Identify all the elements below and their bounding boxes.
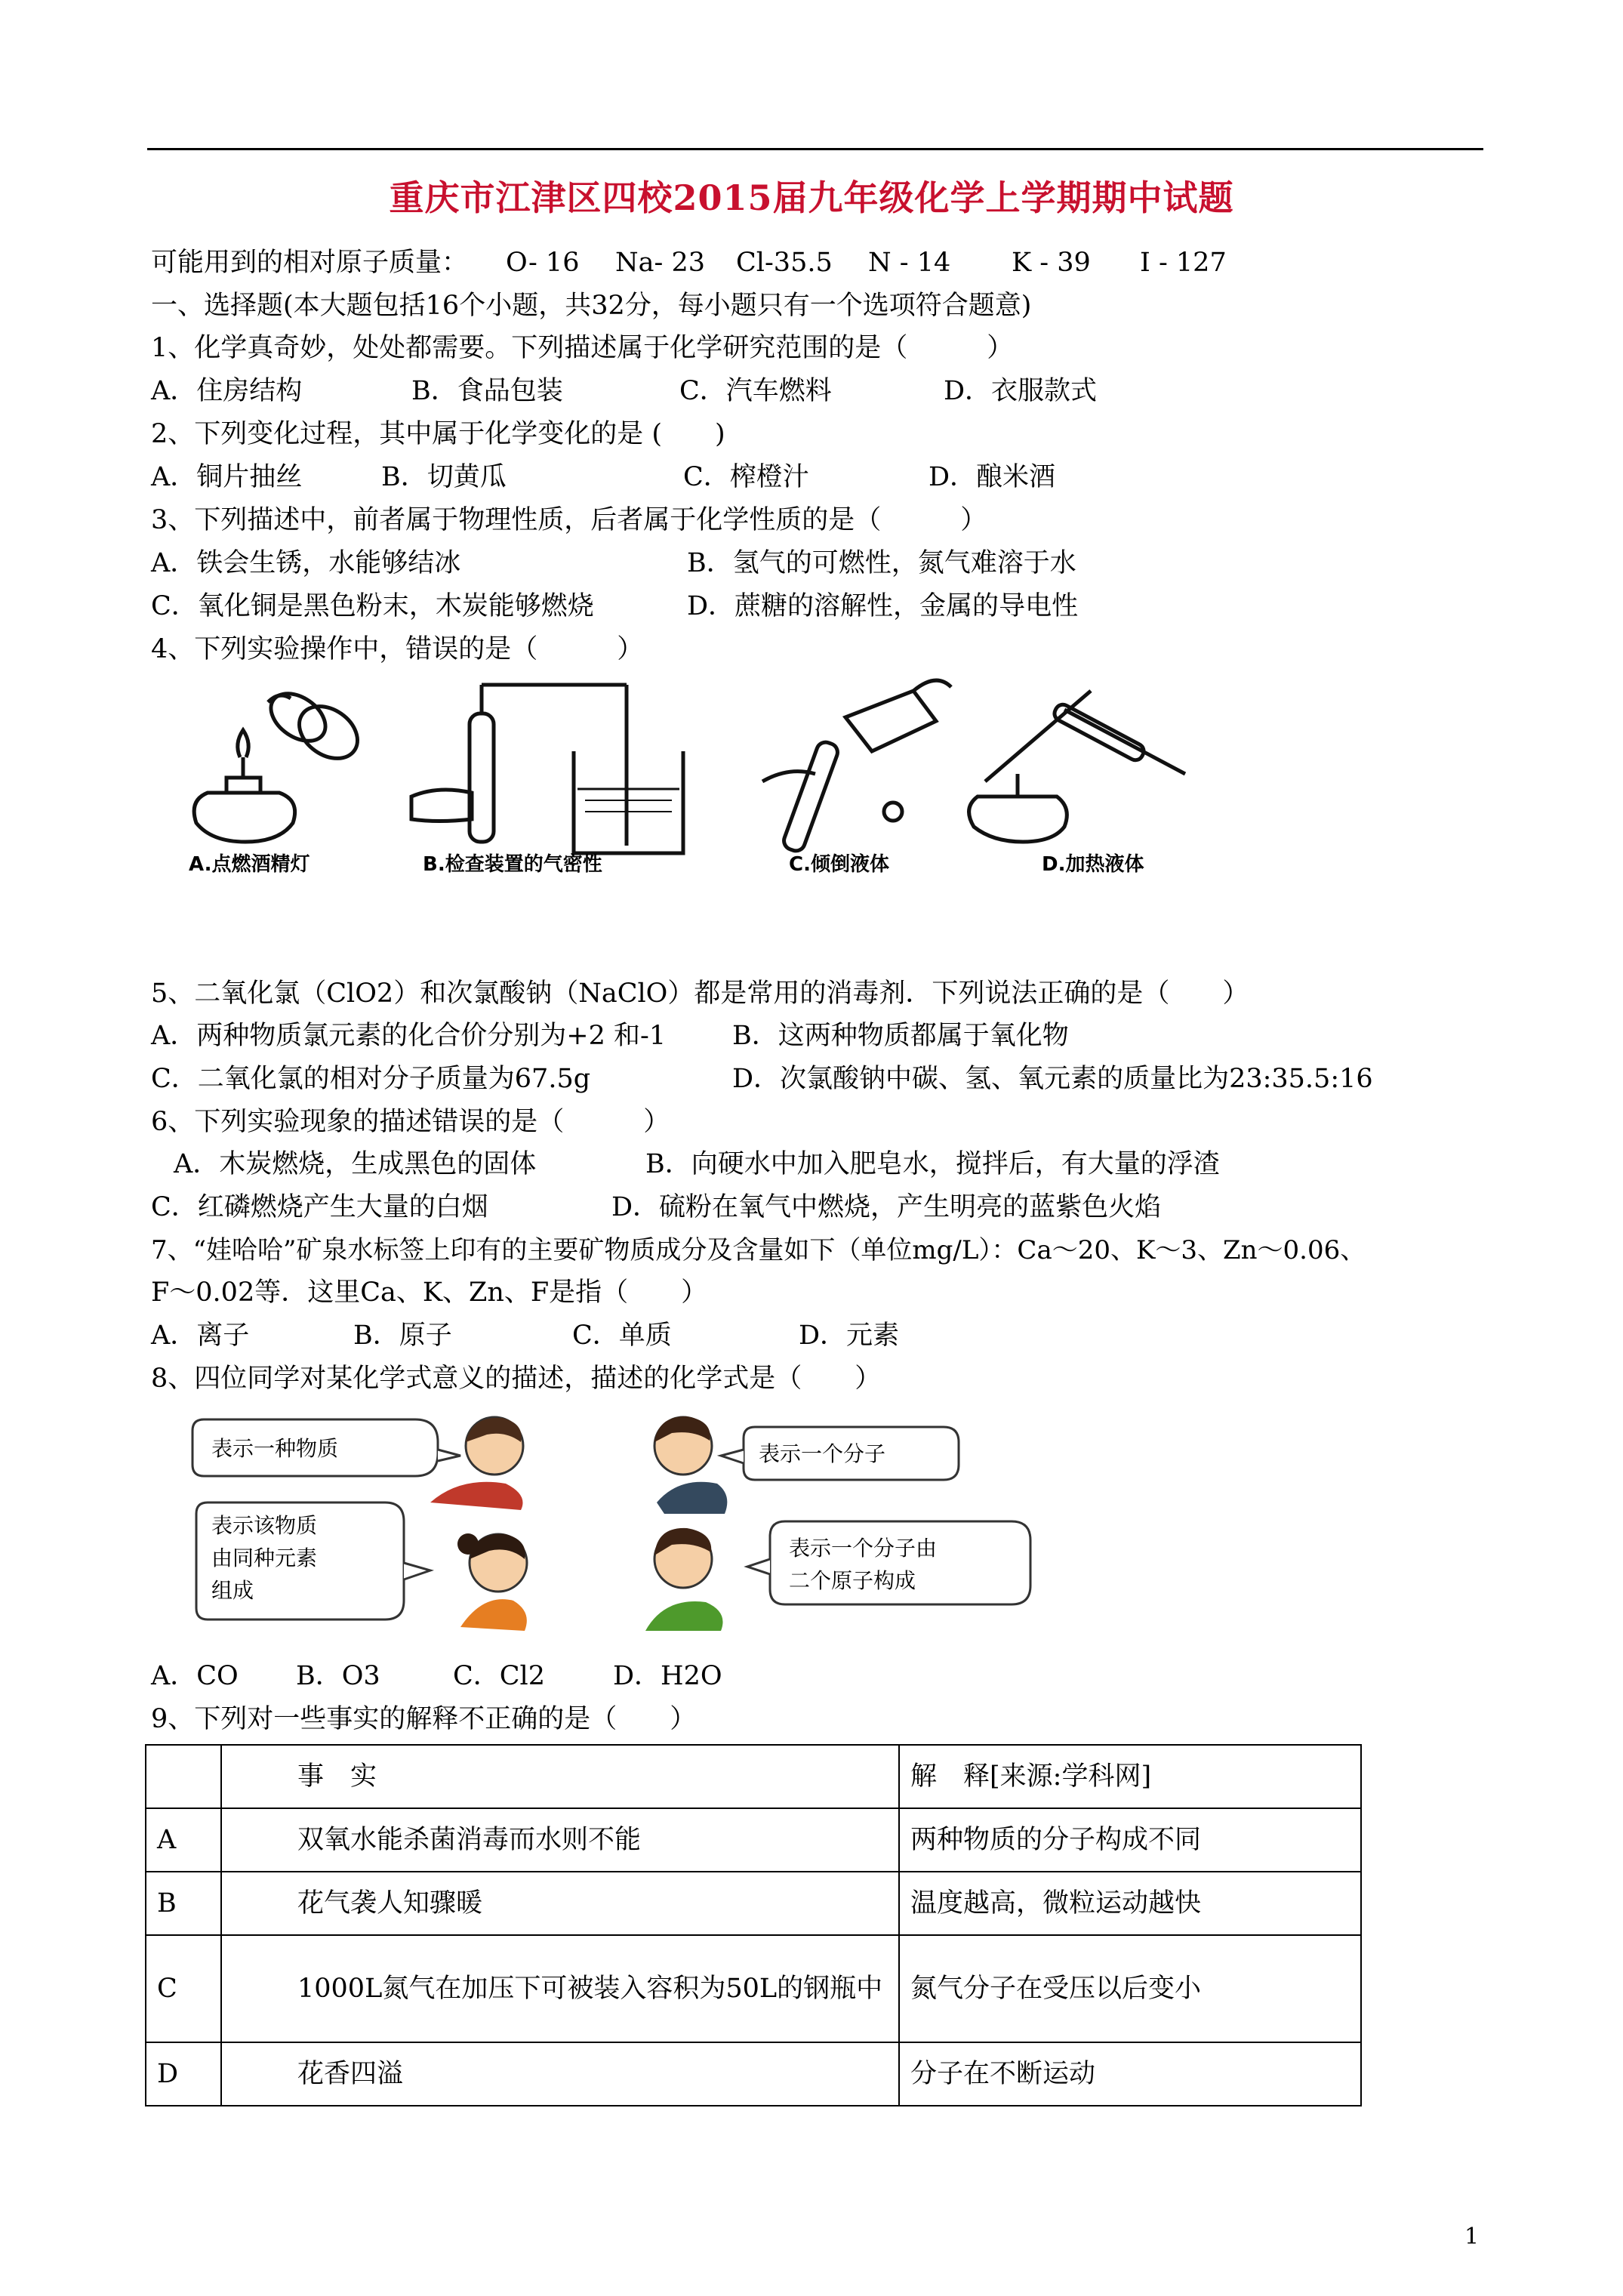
q3-options-row2: [151, 590, 1078, 623]
student-2-figure: [457, 1533, 527, 1631]
q5-options-row1: [151, 1019, 1069, 1052]
q4-caption-d: D.加热液体: [1042, 853, 1144, 876]
student-3-figure: [654, 1416, 727, 1514]
q5-options-row2: [151, 1062, 1373, 1096]
row-label: D: [146, 2042, 221, 2106]
q2-option-c: C．榨橙汁: [683, 462, 809, 492]
q2-stem: 2、下列变化过程，其中属于化学变化的是 ( ): [151, 419, 725, 449]
q7-option-c: C．单质: [572, 1321, 672, 1351]
bubble-text-3: 表示一个分子: [759, 1441, 886, 1466]
q8-option-d: D．H2O: [613, 1661, 722, 1691]
table-row: [146, 1808, 1361, 1872]
q7-options: [151, 1319, 899, 1352]
q2-option-b: B．切黄瓜: [381, 462, 507, 492]
q6-options-row2: [151, 1191, 1161, 1224]
lab-operations-figure: [174, 668, 1268, 876]
atomic-mass-k: K - 39: [1012, 248, 1091, 278]
row-fact: 双氧水能杀菌消毒而水则不能: [221, 1808, 899, 1872]
bubble-text-2a: 表示该物质: [211, 1513, 318, 1538]
row-explanation: 温度越高，微粒运动越快: [899, 1872, 1361, 1935]
q7-stem-line2: F～0.02等．这里Ca、K、Zn、F是指（ ）: [151, 1277, 708, 1308]
q5-option-c: C．二氧化氯的相对分子质量为67.5g: [151, 1064, 591, 1094]
section-heading: 一、选择题(本大题包括16个小题，共32分，每小题只有一个选项符合题意): [151, 291, 1032, 321]
atomic-mass-cl: Cl-35.5: [736, 248, 833, 278]
q5-option-d: D．次氯酸钠中碳、氢、氧元素的质量比为23:35.5:16: [732, 1064, 1373, 1094]
page-number: 1: [1464, 2224, 1480, 2250]
atomic-mass-o: O- 16: [506, 248, 580, 278]
students-speech-figure: [189, 1412, 1095, 1638]
q4-caption-c: C.倾倒液体: [789, 853, 889, 876]
table-header-cell: [146, 1745, 221, 1808]
q4-caption-b: B.检查装置的气密性: [423, 853, 602, 876]
page-title: 重庆市江津区四校2015届九年级化学上学期期中试题: [389, 177, 1234, 218]
q5-stem: 5、二氧化氯（ClO2）和次氯酸钠（NaClO）都是常用的消毒剂．下列说法正确的是（ ）: [151, 978, 1249, 1009]
row-explanation: 分子在不断运动: [899, 2042, 1361, 2106]
table-header-fact: 事 实: [221, 1745, 899, 1808]
atomic-masses-line: [151, 246, 1227, 279]
table-header-explanation: 解 释[来源:学科网]: [899, 1745, 1361, 1808]
bubble-text-2c: 组成: [211, 1578, 254, 1603]
q6-options-row1: [174, 1148, 1220, 1181]
atomic-mass-n: N - 14: [868, 248, 951, 278]
bubble-text-4b: 二个原子构成: [789, 1568, 916, 1593]
facts-table: [145, 1744, 1362, 2106]
row-explanation: 两种物质的分子构成不同: [899, 1808, 1361, 1872]
q3-option-c: C．氧化铜是黑色粉末，木炭能够燃烧: [151, 591, 594, 621]
q8-option-b: B．O3: [296, 1661, 380, 1691]
q4-caption-a: A.点燃酒精灯: [189, 853, 310, 876]
table-row: [146, 1872, 1361, 1935]
row-fact: 1000L氮气在加压下可被装入容积为50L的钢瓶中: [221, 1935, 899, 2042]
q2-option-d: D．酿米酒: [929, 462, 1056, 492]
q7-option-a: A．离子: [151, 1321, 250, 1351]
atomic-masses-label: 可能用到的相对原子质量：: [151, 248, 469, 278]
bubble-text-4a: 表示一个分子由: [789, 1536, 938, 1561]
q2-options: [151, 461, 1055, 494]
q1-option-d: D．衣服款式: [944, 376, 1098, 406]
q1-options: [151, 374, 1097, 408]
q4-stem: 4、下列实验操作中，错误的是（ ）: [151, 634, 644, 664]
student-1-figure: [430, 1417, 523, 1510]
q6-stem: 6、下列实验现象的描述错误的是（ ）: [151, 1107, 670, 1137]
q3-option-a: A．铁会生锈，水能够结冰: [151, 548, 461, 578]
atomic-mass-na: Na- 23: [615, 248, 705, 278]
q3-options-row1: [151, 547, 1076, 580]
q7-option-b: B．原子: [353, 1321, 452, 1351]
pouring-liquid-illustration: [762, 680, 951, 853]
q1-option-a: A．住房结构: [151, 376, 303, 406]
q3-option-b: B．氢气的可燃性，氮气难溶于水: [687, 548, 1076, 578]
q8-stem: 8、四位同学对某化学式意义的描述，描述的化学式是（ ）: [151, 1364, 882, 1394]
q3-stem: 3、下列描述中，前者属于物理性质，后者属于化学性质的是（ ）: [151, 505, 987, 535]
q2-option-a: A．铜片抽丝: [151, 462, 303, 492]
q8-options: [151, 1660, 722, 1693]
q7-option-d: D．元素: [799, 1321, 900, 1351]
atomic-mass-i: I - 127: [1140, 248, 1227, 278]
q1-stem: 1、化学真奇妙，处处都需要。下列描述属于化学研究范围的是（ ）: [151, 333, 1014, 363]
q7-stem-line1: 7、“娃哈哈”矿泉水标签上印有的主要矿物质成分及含量如下（单位mg/L）：Ca～20、K～3、Zn～0.06、: [151, 1235, 1366, 1265]
bubble-text-2b: 由同种元素: [211, 1546, 318, 1570]
q5-option-b: B．这两种物质都属于氧化物: [732, 1021, 1069, 1051]
row-label: C: [146, 1935, 221, 2042]
q1-option-b: B．食品包装: [411, 376, 563, 406]
alcohol-lamp-illustration: [194, 684, 367, 842]
header-rule: [147, 148, 1483, 150]
q6-option-a: A．木炭燃烧，生成黑色的固体: [174, 1149, 537, 1179]
q6-option-d: D．硫粉在氧气中燃烧，产生明亮的蓝紫色火焰: [611, 1192, 1162, 1222]
q6-option-c: C．红磷燃烧产生大量的白烟: [151, 1192, 488, 1222]
row-fact: 花气袭人知骤暖: [221, 1872, 899, 1935]
row-fact: 花香四溢: [221, 2042, 899, 2106]
q1-option-c: C．汽车燃料: [679, 376, 832, 406]
row-label: B: [146, 1872, 221, 1935]
q8-option-a: A．CO: [151, 1661, 239, 1691]
airtightness-check-illustration: [411, 685, 683, 853]
bubble-text-1: 表示一种物质: [211, 1436, 339, 1461]
q5-option-a: A．两种物质氯元素的化合价分别为+2 和-1: [151, 1021, 667, 1051]
student-4-figure: [645, 1528, 723, 1631]
q8-option-c: C．Cl2: [453, 1661, 546, 1691]
q3-option-d: D．蔗糖的溶解性，金属的导电性: [687, 591, 1079, 621]
heating-liquid-illustration: [969, 691, 1185, 842]
row-explanation: 氮气分子在受压以后变小: [899, 1935, 1361, 2042]
table-row: [146, 1935, 1361, 2042]
table-header-row: [146, 1745, 1361, 1808]
row-label: A: [146, 1808, 221, 1872]
q6-option-b: B．向硬水中加入肥皂水，搅拌后，有大量的浮渣: [645, 1149, 1220, 1179]
table-row: [146, 2042, 1361, 2106]
q9-stem: 9、下列对一些事实的解释不正确的是（ ）: [151, 1704, 697, 1734]
